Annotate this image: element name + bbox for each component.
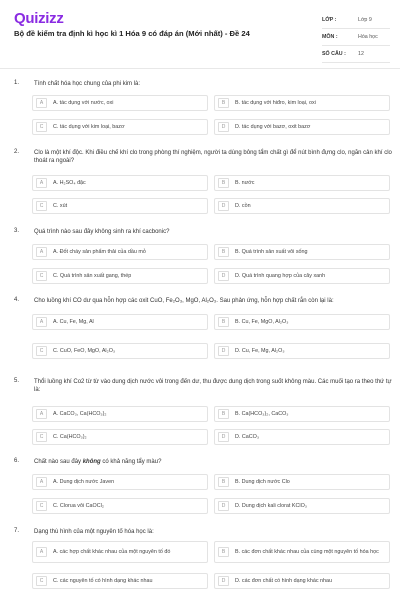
- option-letter: D: [218, 501, 229, 511]
- option-letter: A: [36, 247, 47, 257]
- option-text: D. Cu, Fe, Mg, Al₂O₃: [235, 347, 285, 354]
- option-letter: D: [218, 271, 229, 281]
- option-text: B. tác dụng với hiđro, kim loại, oxi: [235, 99, 316, 106]
- option-b[interactable]: [214, 474, 390, 490]
- option-letter: A: [36, 98, 47, 108]
- option-a[interactable]: [32, 406, 208, 422]
- option-text: B. nước: [235, 179, 255, 186]
- document-title: Bộ đề kiểm tra định kì học kì 1 Hóa 9 có đáp án (Mới nhất) - Đề 24: [14, 29, 250, 38]
- option-letter: A: [36, 409, 47, 419]
- option-b[interactable]: [214, 314, 390, 330]
- question-text-before: Chất nào sau đây: [34, 459, 83, 465]
- option-c[interactable]: [32, 343, 208, 359]
- option-letter: B: [218, 317, 229, 327]
- option-letter: D: [218, 201, 229, 211]
- option-d[interactable]: [214, 343, 390, 359]
- option-c[interactable]: [32, 429, 208, 445]
- option-letter: D: [218, 576, 229, 586]
- option-text: A. CaCO₃, Ca(HCO₃)₂: [53, 410, 107, 417]
- question-number: 3.: [14, 228, 20, 234]
- option-letter: D: [218, 122, 229, 132]
- option-letter: D: [218, 432, 229, 442]
- option-a[interactable]: [32, 474, 208, 490]
- question-text: Dạng thù hình của một nguyên tố hóa học là:: [34, 529, 154, 535]
- question-number: 5.: [14, 378, 20, 384]
- option-text: C. xút: [53, 202, 68, 209]
- option-letter: B: [218, 247, 229, 257]
- meta-value: 12: [358, 51, 364, 57]
- question-number: 1.: [14, 80, 20, 86]
- option-c[interactable]: [32, 119, 208, 135]
- meta-row-grade: [322, 12, 390, 29]
- option-d[interactable]: [214, 268, 390, 284]
- meta-label: MÔN :: [322, 34, 338, 40]
- option-letter: B: [218, 409, 229, 419]
- option-a[interactable]: [32, 95, 208, 111]
- option-d[interactable]: [214, 429, 390, 445]
- question-number: 2.: [14, 149, 20, 155]
- meta-value: Hóa học: [358, 34, 378, 40]
- option-a[interactable]: [32, 314, 208, 330]
- header-divider: [0, 68, 400, 69]
- option-letter: B: [218, 477, 229, 487]
- option-text: B. Cu, Fe, MgO, Al₂O₃: [235, 318, 289, 325]
- option-text: D. tác dụng với bazơ, oxit bazơ: [235, 123, 311, 130]
- option-text: A. Đốt cháy sản phẩm thải của dầu mỏ: [53, 248, 146, 255]
- option-d[interactable]: [214, 498, 390, 514]
- meta-table: [322, 12, 390, 63]
- option-letter: A: [36, 178, 47, 188]
- option-letter: C: [36, 271, 47, 281]
- option-letter: C: [36, 501, 47, 511]
- option-text: B. Ca(HCO₃)₂, CaCO₃: [235, 410, 289, 417]
- option-text: C. Clorua vôi CaOCl₂: [53, 502, 104, 509]
- option-text: A. H₂SO₄ đặc: [53, 179, 86, 186]
- option-b[interactable]: [214, 244, 390, 260]
- option-d[interactable]: [214, 573, 390, 589]
- option-c[interactable]: [32, 198, 208, 214]
- option-text: D. các đơn chất có hình dạng khác nhau: [235, 577, 333, 584]
- option-letter: B: [218, 98, 229, 108]
- question-number: 6.: [14, 458, 20, 464]
- option-letter: B: [218, 547, 229, 557]
- option-d[interactable]: [214, 198, 390, 214]
- option-text: D. Dung dịch kali clorat KClO₃: [235, 502, 307, 509]
- option-text: D. cồn: [235, 202, 251, 209]
- option-text: B. Dung dịch nước Clo: [235, 478, 290, 485]
- option-text: D. Quá trình quang hợp của cây xanh: [235, 272, 326, 279]
- option-d[interactable]: [214, 119, 390, 135]
- option-c[interactable]: [32, 573, 208, 589]
- option-text: A. các hợp chất khác nhau của một nguyên tố đó: [53, 548, 171, 555]
- question-text: Tính chất hóa học chung của phi kim là:: [34, 81, 141, 87]
- option-text: C. Quá trình sản xuất gang, thép: [53, 272, 132, 279]
- meta-label: LỚP :: [322, 17, 337, 23]
- option-letter: C: [36, 201, 47, 211]
- option-b[interactable]: [214, 541, 390, 563]
- option-text: A. tác dụng với nước, oxi: [53, 99, 114, 106]
- option-a[interactable]: [32, 244, 208, 260]
- option-c[interactable]: [32, 498, 208, 514]
- option-letter: C: [36, 432, 47, 442]
- option-letter: C: [36, 122, 47, 132]
- option-a[interactable]: [32, 541, 208, 563]
- option-text: C. Ca(HCO₃)₂: [53, 433, 87, 440]
- question-text: [34, 458, 392, 466]
- question-text: Thổi luồng khí Co2 từ từ vào dung dịch nước vôi trong đến dư, thu được dung dịch trong suốt không màu. Các muối tạo ra theo thứ tự là:: [34, 379, 392, 394]
- question-text: Clo là một khí độc. Khi điều chế khí clo trong phòng thí nghiệm, người ta dùng bông tẩm chất gì để nút bình đựng clo, ngăn cản khí clo thoát ra ngoài?: [34, 150, 392, 165]
- question-text-emphasis: không: [82, 459, 101, 465]
- option-text: C. tác dụng với kim loại, bazơ: [53, 123, 125, 130]
- option-text: A. Cu, Fe, Mg, Al: [53, 318, 94, 325]
- option-b[interactable]: [214, 95, 390, 111]
- option-letter: A: [36, 547, 47, 557]
- meta-row-subject: [322, 29, 390, 46]
- option-text: B. Quá trình sản xuất vôi sống: [235, 248, 308, 255]
- question-number: 7.: [14, 528, 20, 534]
- option-a[interactable]: [32, 175, 208, 191]
- option-b[interactable]: [214, 175, 390, 191]
- option-letter: A: [36, 317, 47, 327]
- meta-label: SỐ CÂU :: [322, 51, 346, 57]
- quizizz-logo: Quizizz: [14, 10, 64, 27]
- option-text: A. Dung dịch nước Javen: [53, 478, 115, 485]
- question-number: 4.: [14, 297, 20, 303]
- option-text: B. các đơn chất khác nhau của cùng một nguyên tố hóa học: [235, 548, 379, 555]
- meta-row-count: [322, 46, 390, 63]
- option-letter: C: [36, 576, 47, 586]
- question-text-after: có khả năng tẩy màu?: [100, 459, 162, 465]
- option-letter: D: [218, 346, 229, 356]
- option-c[interactable]: [32, 268, 208, 284]
- option-text: C. các nguyên tố có hình dạng khác nhau: [53, 577, 153, 584]
- question-text: Quá trình nào sau đây không sinh ra khí cacbonic?: [34, 229, 170, 235]
- question-text: Cho luồng khí CO dư qua hỗn hợp các oxit CuO, Fe₂O₃, MgO, Al₂O₃. Sau phản ứng, hỗn hợp chất rắn còn lại là:: [34, 298, 334, 304]
- option-letter: C: [36, 346, 47, 356]
- option-b[interactable]: [214, 406, 390, 422]
- meta-value: Lớp 9: [358, 17, 372, 23]
- option-text: D. CaCO₃: [235, 433, 260, 440]
- option-letter: A: [36, 477, 47, 487]
- option-letter: B: [218, 178, 229, 188]
- option-text: C. CuO, FeO, MgO, Al₂O₃: [53, 347, 116, 354]
